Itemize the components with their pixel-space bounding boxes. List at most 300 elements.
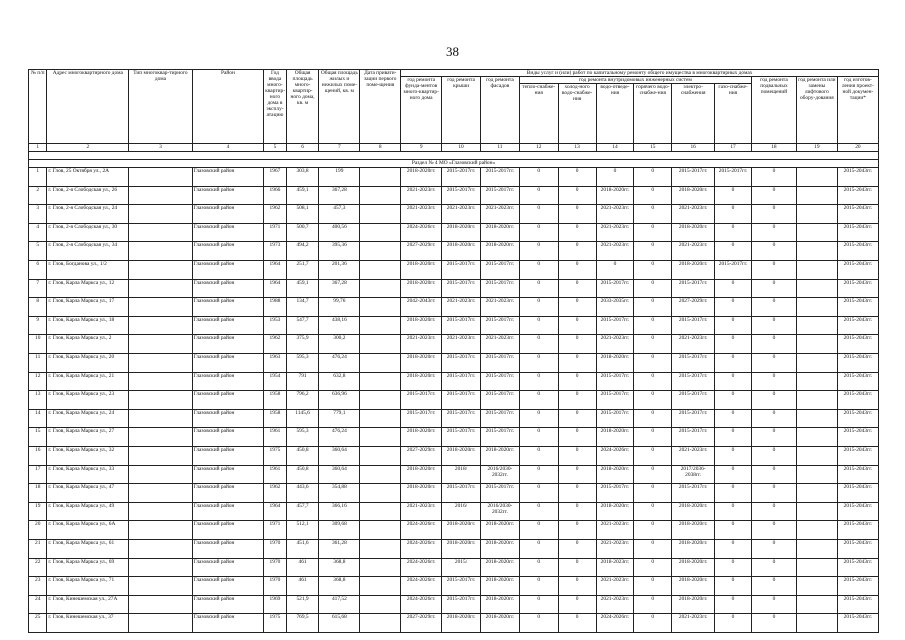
row-number: 23 <box>29 577 47 596</box>
row-gas: 0 <box>715 372 752 391</box>
row-privatization-date <box>360 242 401 261</box>
row-electricity: 2018-2020гг. <box>672 558 715 577</box>
row-privatization-date <box>360 409 401 428</box>
row-electricity: 2018-2020гг. <box>672 502 715 521</box>
row-project-docs: 2015-2043гг. <box>837 558 878 577</box>
row-hot-water: 0 <box>634 186 672 205</box>
row-total-area: 508,1 <box>286 205 319 224</box>
row-privatization-date <box>360 372 401 391</box>
table-row <box>29 465 879 484</box>
row-hot-water: 0 <box>634 595 672 614</box>
row-address: г. Глов, Карла Маркса ул., 12 <box>47 279 129 298</box>
row-lift <box>796 465 837 484</box>
row-house-type <box>129 316 192 335</box>
row-house-type <box>129 409 192 428</box>
row-gas: 0 <box>715 502 752 521</box>
row-lift <box>796 354 837 373</box>
header-basement: год ремонта подвальных помещений <box>751 77 796 144</box>
table-row <box>29 242 879 261</box>
section-title: Раздел № 4 МО «Глазовский район» <box>29 160 879 168</box>
row-privatization-date <box>360 502 401 521</box>
row-district: Глазовский район <box>192 242 264 261</box>
row-privatization-date <box>360 223 401 242</box>
table-row <box>29 205 879 224</box>
row-sewerage: 2024-2026гг. <box>596 614 634 633</box>
row-total-area: 450,8 <box>286 447 319 466</box>
row-district: Глазовский район <box>192 168 264 187</box>
row-electricity: 2015-2017гг. <box>672 484 715 503</box>
row-cold-water: 0 <box>558 595 596 614</box>
repair-schedule-table <box>28 69 879 633</box>
row-lift <box>796 409 837 428</box>
row-house-type <box>129 465 192 484</box>
row-district: Глазовский район <box>192 484 264 503</box>
row-project-docs: 2015-2043гг. <box>837 539 878 558</box>
row-roof: 2015/ <box>442 558 481 577</box>
row-hot-water: 0 <box>634 502 672 521</box>
row-facade: 2018-2020гг. <box>480 577 519 596</box>
row-district: Глазовский район <box>192 391 264 410</box>
row-basement: 0 <box>751 279 796 298</box>
row-basement: 0 <box>751 577 796 596</box>
spacer-row <box>29 152 879 160</box>
row-living-area: 366,16 <box>319 502 360 521</box>
column-number-cell: 10 <box>442 144 481 152</box>
row-cold-water: 0 <box>558 223 596 242</box>
row-facade: 2021-2023гг. <box>480 335 519 354</box>
column-number-cell: 20 <box>837 144 878 152</box>
row-sewerage: 2018-2020гг. <box>596 502 634 521</box>
row-number: 7 <box>29 279 47 298</box>
row-year-built: 1961 <box>264 428 286 447</box>
row-sewerage: 2021-2023гг. <box>596 223 634 242</box>
row-house-type <box>129 577 192 596</box>
table-row <box>29 168 879 187</box>
row-year-built: 1969 <box>264 595 286 614</box>
row-number: 16 <box>29 447 47 466</box>
row-address: г. Глов, Карла Маркса ул., 24 <box>47 409 129 428</box>
row-project-docs: 2015-2043гг. <box>837 354 878 373</box>
row-foundation: 2027-2029гг. <box>401 447 442 466</box>
row-foundation: 2018-2020гг. <box>401 428 442 447</box>
row-house-type <box>129 205 192 224</box>
row-cold-water: 0 <box>558 558 596 577</box>
row-lift <box>796 335 837 354</box>
row-total-area: 303,8 <box>286 168 319 187</box>
header-project-docs: год изготов-ления проект-ной докумен-тации* <box>837 77 878 144</box>
row-living-area: 300,2 <box>319 335 360 354</box>
row-heating: 0 <box>519 168 558 187</box>
row-house-type <box>129 539 192 558</box>
row-privatization-date <box>360 465 401 484</box>
table-row <box>29 447 879 466</box>
row-foundation: 2021-2023гг. <box>401 205 442 224</box>
row-heating: 0 <box>519 261 558 280</box>
row-address: г. Глов, 25 Октября ул., 2А <box>47 168 129 187</box>
row-house-type <box>129 261 192 280</box>
row-house-type <box>129 502 192 521</box>
row-cold-water: 0 <box>558 372 596 391</box>
row-cold-water: 0 <box>558 447 596 466</box>
row-year-built: 1970 <box>264 558 286 577</box>
row-privatization-date <box>360 558 401 577</box>
row-number: 19 <box>29 502 47 521</box>
row-privatization-date <box>360 298 401 317</box>
row-address: г. Глов, Карла Маркса ул., 47 <box>47 484 129 503</box>
row-privatization-date <box>360 595 401 614</box>
row-electricity: 2017/2036-2038гг. <box>672 465 715 484</box>
row-facade: 2015-2017гг. <box>480 409 519 428</box>
row-basement: 0 <box>751 521 796 540</box>
row-privatization-date <box>360 316 401 335</box>
row-project-docs: 2015-2043гг. <box>837 298 878 317</box>
row-project-docs: 2015-2043гг. <box>837 261 878 280</box>
row-number: 14 <box>29 409 47 428</box>
row-cold-water: 0 <box>558 502 596 521</box>
row-sewerage: 2021-2023гг. <box>596 595 634 614</box>
row-heating: 0 <box>519 539 558 558</box>
row-sewerage: 2021-2023гг. <box>596 242 634 261</box>
row-sewerage: 2018-2023гг. <box>596 558 634 577</box>
row-foundation: 2015-2017гг. <box>401 391 442 410</box>
row-facade: 2015-2017гг. <box>480 428 519 447</box>
row-roof: 2018-2020гг. <box>442 539 481 558</box>
row-facade: 2018-2020гг. <box>480 242 519 261</box>
row-basement: 0 <box>751 372 796 391</box>
row-electricity: 2018-2020гг. <box>672 521 715 540</box>
column-number-cell: 5 <box>264 144 286 152</box>
table-row <box>29 428 879 447</box>
row-house-type <box>129 521 192 540</box>
row-living-area: 367,28 <box>319 279 360 298</box>
row-district: Глазовский район <box>192 354 264 373</box>
row-hot-water: 0 <box>634 354 672 373</box>
row-year-built: 1988 <box>264 298 286 317</box>
row-living-area: 361,28 <box>319 539 360 558</box>
row-electricity: 2015-2017гг. <box>672 409 715 428</box>
row-sewerage: 2015-2017гг. <box>596 316 634 335</box>
row-living-area: 199 <box>319 168 360 187</box>
row-house-type <box>129 354 192 373</box>
row-facade: 2015-2017гг. <box>480 186 519 205</box>
row-hot-water: 0 <box>634 223 672 242</box>
row-year-built: 1964 <box>264 279 286 298</box>
row-sewerage: 2018-2020гг. <box>596 465 634 484</box>
row-privatization-date <box>360 428 401 447</box>
row-privatization-date <box>360 484 401 503</box>
row-total-area: 450,8 <box>286 465 319 484</box>
column-number-cell: 18 <box>751 144 796 152</box>
row-roof: 2015-2017гг. <box>442 279 481 298</box>
row-hot-water: 0 <box>634 521 672 540</box>
row-total-area: 494,2 <box>286 242 319 261</box>
row-house-type <box>129 279 192 298</box>
row-lift <box>796 558 837 577</box>
row-hot-water: 0 <box>634 428 672 447</box>
row-privatization-date <box>360 335 401 354</box>
row-sewerage: 2021-2023гг. <box>596 521 634 540</box>
row-gas: 0 <box>715 465 752 484</box>
row-heating: 0 <box>519 447 558 466</box>
row-electricity: 2021-2023гг. <box>672 614 715 633</box>
row-total-area: 457,7 <box>286 502 319 521</box>
row-roof: 2015-2017гг. <box>442 595 481 614</box>
row-basement: 0 <box>751 502 796 521</box>
table-row <box>29 539 879 558</box>
row-heating: 0 <box>519 298 558 317</box>
row-electricity: 2021-2023гг. <box>672 335 715 354</box>
row-roof: 2015-2017гг. <box>442 316 481 335</box>
row-sewerage: 2021-2023гг. <box>596 539 634 558</box>
row-roof: 2015-2017гг. <box>442 168 481 187</box>
row-basement: 0 <box>751 447 796 466</box>
row-electricity: 2021-2023гг. <box>672 242 715 261</box>
row-roof: 2021-2023гг. <box>442 298 481 317</box>
row-lift <box>796 168 837 187</box>
header-works-group: Виды услуг и (или) работ по капитальному ремонту общего имущества в многоквартирных домах <box>401 70 879 77</box>
row-address: г. Глов, 2-я Слободская ул., 24 <box>47 205 129 224</box>
row-address: г. Глов, Карла Маркса ул., 49 <box>47 502 129 521</box>
row-basement: 0 <box>751 354 796 373</box>
row-basement: 0 <box>751 595 796 614</box>
row-heating: 0 <box>519 354 558 373</box>
row-year-built: 1964 <box>264 261 286 280</box>
row-privatization-date <box>360 261 401 280</box>
row-living-area: 367,28 <box>319 186 360 205</box>
row-living-area: 309,68 <box>319 521 360 540</box>
row-living-area: 400,56 <box>319 223 360 242</box>
row-cold-water: 0 <box>558 354 596 373</box>
row-heating: 0 <box>519 279 558 298</box>
row-sewerage: 2015-2017гг. <box>596 279 634 298</box>
row-basement: 0 <box>751 428 796 447</box>
row-foundation: 2015-2017гг. <box>401 409 442 428</box>
row-foundation: 2024-2026гг. <box>401 595 442 614</box>
row-living-area: 417,52 <box>319 595 360 614</box>
table-row <box>29 186 879 205</box>
row-electricity: 2018-2020гг. <box>672 539 715 558</box>
row-project-docs: 2015-2043гг. <box>837 279 878 298</box>
row-hot-water: 0 <box>634 577 672 596</box>
row-roof: 2021-2023гг. <box>442 205 481 224</box>
row-basement: 0 <box>751 465 796 484</box>
row-number: 13 <box>29 391 47 410</box>
row-heating: 0 <box>519 242 558 261</box>
column-number-cell: 13 <box>558 144 596 152</box>
row-year-built: 1962 <box>264 484 286 503</box>
row-foundation: 2018-2020гг. <box>401 484 442 503</box>
row-living-area: 354,88 <box>319 484 360 503</box>
row-foundation: 2018-2020гг. <box>401 168 442 187</box>
row-project-docs: 2015-2043гг. <box>837 391 878 410</box>
row-hot-water: 0 <box>634 465 672 484</box>
row-total-area: 443,6 <box>286 484 319 503</box>
row-house-type <box>129 595 192 614</box>
row-sewerage: 2018-2020гг. <box>596 186 634 205</box>
row-total-area: 459,1 <box>286 186 319 205</box>
row-heating: 0 <box>519 614 558 633</box>
row-gas: 0 <box>715 484 752 503</box>
column-number-cell: 14 <box>596 144 634 152</box>
row-total-area: 461 <box>286 558 319 577</box>
column-number-cell: 16 <box>672 144 715 152</box>
row-year-built: 1958 <box>264 391 286 410</box>
row-address: г. Глов, Карла Маркса ул., 33 <box>47 465 129 484</box>
row-electricity: 2021-2023гг. <box>672 447 715 466</box>
row-district: Глазовский район <box>192 428 264 447</box>
row-address: г. Глов, Карла Маркса ул., 61 <box>47 539 129 558</box>
table-row <box>29 335 879 354</box>
row-cold-water: 0 <box>558 428 596 447</box>
row-year-built: 1971 <box>264 521 286 540</box>
column-number-cell: 1 <box>29 144 47 152</box>
header-lift: год ремонта или замены лифтового обору-дования <box>796 77 837 144</box>
row-address: г. Глов, 2-я Слободская ул., 34 <box>47 242 129 261</box>
row-sewerage: 2015-2017гг. <box>596 391 634 410</box>
row-year-built: 1963 <box>264 354 286 373</box>
row-electricity: 2015-2017гг. <box>672 168 715 187</box>
row-address: г. Глов, Карла Маркса ул., 2 <box>47 335 129 354</box>
header-heating: тепло-снабже-ния <box>519 84 558 144</box>
row-lift <box>796 577 837 596</box>
row-sewerage: 2015-2017гг. <box>596 484 634 503</box>
row-facade: 2018-2020гг. <box>480 539 519 558</box>
row-number: 17 <box>29 465 47 484</box>
row-district: Глазовский район <box>192 409 264 428</box>
row-project-docs: 2015-2043гг. <box>837 409 878 428</box>
row-cold-water: 0 <box>558 614 596 633</box>
row-hot-water: 0 <box>634 409 672 428</box>
table-row <box>29 595 879 614</box>
row-basement: 0 <box>751 614 796 633</box>
row-year-built: 1966 <box>264 186 286 205</box>
row-lift <box>796 186 837 205</box>
row-gas: 0 <box>715 242 752 261</box>
row-cold-water: 0 <box>558 521 596 540</box>
row-number: 2 <box>29 186 47 205</box>
row-year-built: 1971 <box>264 223 286 242</box>
row-hot-water: 0 <box>634 205 672 224</box>
row-district: Глазовский район <box>192 372 264 391</box>
row-foundation: 2027-2029гг. <box>401 242 442 261</box>
row-project-docs: 2015-2043гг. <box>837 168 878 187</box>
row-cold-water: 0 <box>558 391 596 410</box>
row-year-built: 1954 <box>264 372 286 391</box>
header-cold-water: холод-ного водо-снабже-ния <box>558 84 596 144</box>
column-number-cell: 17 <box>715 144 752 152</box>
row-address: г. Глов, Карла Маркса ул., 69 <box>47 558 129 577</box>
row-foundation: 2018-2020гг. <box>401 372 442 391</box>
row-gas: 0 <box>715 409 752 428</box>
row-heating: 0 <box>519 521 558 540</box>
column-number-cell: 4 <box>192 144 264 152</box>
row-address: г. Глов, 2-я Слободская ул., 30 <box>47 223 129 242</box>
row-total-area: 791 <box>286 372 319 391</box>
row-total-area: 595,3 <box>286 354 319 373</box>
row-total-area: 1145,6 <box>286 409 319 428</box>
table-row <box>29 521 879 540</box>
row-privatization-date <box>360 539 401 558</box>
row-gas: 0 <box>715 279 752 298</box>
row-address: г. Глов, Карла Маркса ул., 6А <box>47 521 129 540</box>
row-lift <box>796 614 837 633</box>
row-hot-water: 0 <box>634 261 672 280</box>
row-year-built: 1967 <box>264 168 286 187</box>
row-privatization-date <box>360 447 401 466</box>
row-basement: 0 <box>751 335 796 354</box>
row-total-area: 500,7 <box>286 223 319 242</box>
row-facade: 2015-2017гг. <box>480 354 519 373</box>
row-basement: 0 <box>751 298 796 317</box>
row-electricity: 2015-2017гг. <box>672 279 715 298</box>
row-privatization-date <box>360 205 401 224</box>
row-living-area: 368,8 <box>319 577 360 596</box>
row-foundation: 2018-2020гг. <box>401 261 442 280</box>
row-basement: 0 <box>751 558 796 577</box>
row-electricity: 2027-2029гг. <box>672 298 715 317</box>
row-heating: 0 <box>519 391 558 410</box>
row-cold-water: 0 <box>558 261 596 280</box>
row-basement: 0 <box>751 409 796 428</box>
row-gas: 0 <box>715 521 752 540</box>
row-number: 24 <box>29 595 47 614</box>
row-roof: 2018-2020гг. <box>442 223 481 242</box>
row-facade: 2018-2020гг. <box>480 614 519 633</box>
row-heating: 0 <box>519 428 558 447</box>
row-roof: 2015-2017гг. <box>442 391 481 410</box>
row-cold-water: 0 <box>558 335 596 354</box>
row-hot-water: 0 <box>634 614 672 633</box>
row-address: г. Глов, 2-я Слободская ул., 26 <box>47 186 129 205</box>
section-row <box>29 160 879 168</box>
row-privatization-date <box>360 521 401 540</box>
row-facade: 2018-2020гг. <box>480 521 519 540</box>
row-living-area: 476,24 <box>319 354 360 373</box>
row-hot-water: 0 <box>634 391 672 410</box>
row-address: г. Глов, Карла Маркса ул., 17 <box>47 298 129 317</box>
row-house-type <box>129 558 192 577</box>
row-electricity: 2018-2020гг. <box>672 186 715 205</box>
row-house-type <box>129 298 192 317</box>
row-house-type <box>129 391 192 410</box>
row-house-type <box>129 186 192 205</box>
header-sewerage: водо-отведе-ния <box>596 84 634 144</box>
row-district: Глазовский район <box>192 521 264 540</box>
row-district: Глазовский район <box>192 447 264 466</box>
row-foundation: 2018-2020гг. <box>401 316 442 335</box>
row-facade: 2015-2017гг. <box>480 279 519 298</box>
row-district: Глазовский район <box>192 335 264 354</box>
header-district: Район <box>192 70 264 144</box>
row-roof: 2021-2023гг. <box>442 335 481 354</box>
row-gas: 2015-2017гг. <box>715 261 752 280</box>
row-facade: 2016/2030-2032гг. <box>480 502 519 521</box>
row-house-type <box>129 242 192 261</box>
row-hot-water: 0 <box>634 316 672 335</box>
row-project-docs: 2015-2043гг. <box>837 595 878 614</box>
row-facade: 2018-2020гг. <box>480 558 519 577</box>
row-hot-water: 0 <box>634 298 672 317</box>
row-year-built: 1962 <box>264 335 286 354</box>
row-electricity: 2018-2020гг. <box>672 223 715 242</box>
row-number: 10 <box>29 335 47 354</box>
row-facade: 2015-2017гг. <box>480 316 519 335</box>
row-hot-water: 0 <box>634 335 672 354</box>
row-gas: 0 <box>715 316 752 335</box>
table-row <box>29 409 879 428</box>
header-house-type: Тип многоквар-тирного дома <box>129 70 192 144</box>
row-district: Глазовский район <box>192 223 264 242</box>
